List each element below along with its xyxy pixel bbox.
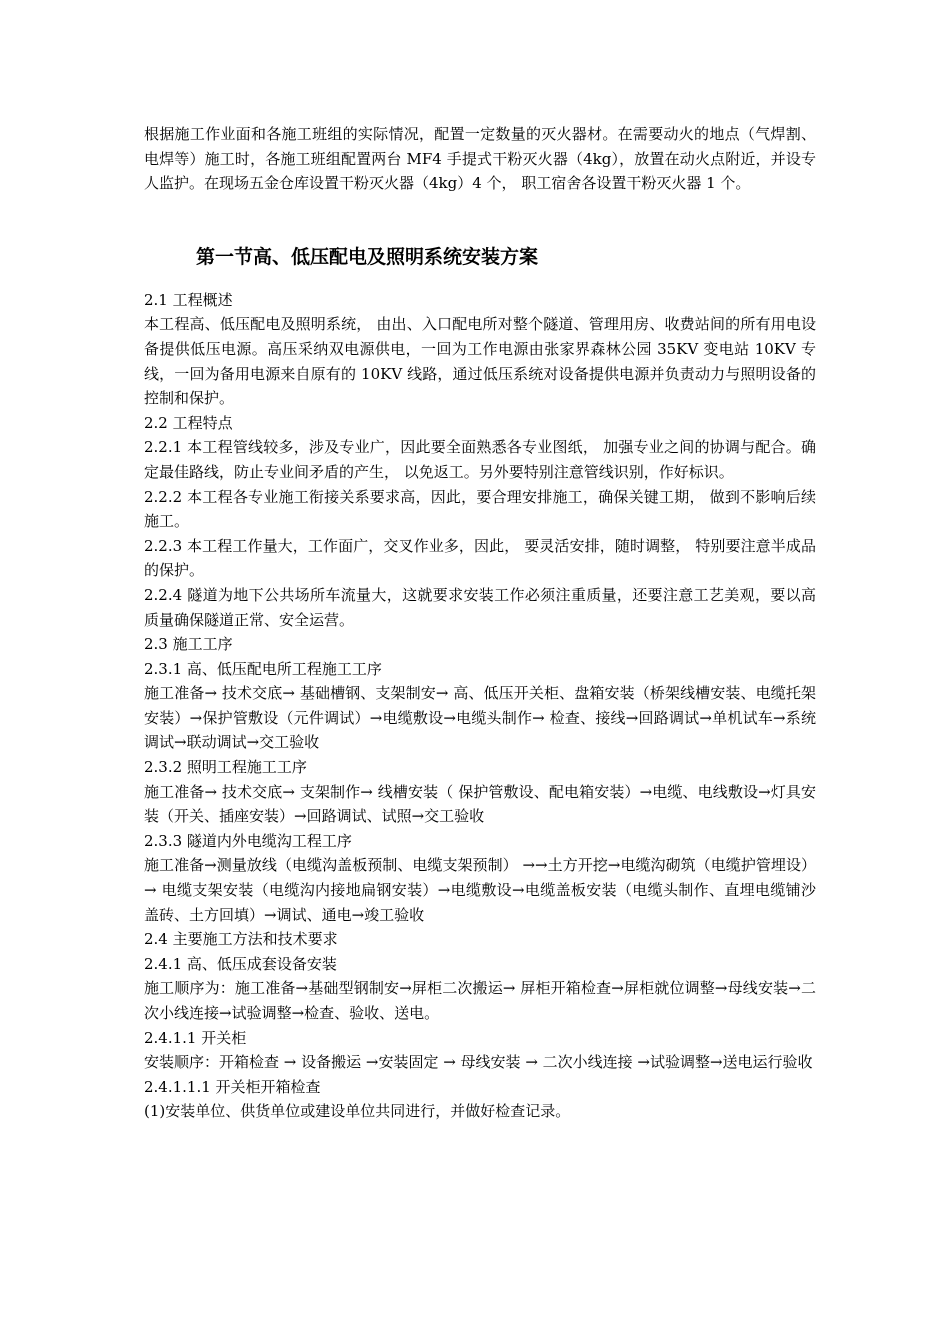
paragraph-2-4-1-1-1-item-1: (1)安装单位、供货单位或建设单位共同进行，并做好检查记录。 xyxy=(144,1102,571,1121)
paragraph-2-2-2: 2.2.2 本工程各专业施工衔接关系要求高，因此，要合理安排施工，确保关键工期， 做到不影响后续施工。 xyxy=(144,487,816,531)
intro-paragraph: 根据施工作业面和各施工班组的实际情况，配置一定数量的灭火器材。在需要动火的地点（气焊割、电焊等）施工时，各施工班组配置两台 MF4 手提式干粉灭火器（4kg），放置在动火点附近，并设专人监护。在现场五金仓库设置干粉灭火器（4kg）4 个， 职工宿舍各设置干粉灭火器 1 个。 xyxy=(144,125,816,193)
heading-2-4-1: 2.4.1 高、低压成套设备安装 xyxy=(144,954,337,973)
section-body xyxy=(144,288,816,1124)
heading-2-4: 2.4 主要施工方法和技术要求 xyxy=(144,930,338,949)
paragraph-2-2-3: 2.2.3 本工程工作量大，工作面广，交叉作业多，因此， 要灵活安排，随时调整， 特别要注意半成品的保护。 xyxy=(144,536,816,580)
heading-2-3-1: 2.3.1 高、低压配电所工程施工工序 xyxy=(144,659,382,678)
heading-2-3-2: 2.3.2 照明工程施工工序 xyxy=(144,758,307,777)
paragraph-2-3-1-sequence: 施工准备→ 技术交底→ 基础槽钢、支架制安→ 高、低压开关柜、盘箱安装（桥架线槽安装、电缆托架安装）→保护管敷设（元件调试）→电缆敷设→电缆头制作→ 检查、接线→回路调试→单机试车→系统调试→联动调试→交工验收 xyxy=(144,684,816,752)
paragraph-2-2-4: 2.2.4 隧道为地下公共场所车流量大，这就要求安装工作必须注重质量，还要注意工艺美观，要以高质量确保隧道正常、安全运营。 xyxy=(144,585,816,629)
paragraph-2-3-3-sequence: 施工准备→测量放线（电缆沟盖板预制、电缆支架预制） →→土方开挖→电缆沟砌筑（电缆护管埋设）→ 电缆支架安装（电缆沟内接地扁钢安装）→电缆敷设→电缆盖板安装（电缆头制作、直埋电缆铺沙盖砖、土方回填）→调试、通电→竣工验收 xyxy=(144,856,816,924)
heading-2-4-1-1-1: 2.4.1.1.1 开关柜开箱检查 xyxy=(144,1077,321,1096)
heading-2-3: 2.3 施工工序 xyxy=(144,635,233,654)
heading-2-3-3: 2.3.3 隧道内外电缆沟工程工序 xyxy=(144,831,352,850)
section-title: 第一节高、低压配电及照明系统安装方案 xyxy=(196,245,539,268)
heading-2-1: 2.1 工程概述 xyxy=(144,290,233,309)
heading-2-4-1-1: 2.4.1.1 开关柜 xyxy=(144,1028,247,1047)
paragraph-2-2-1: 2.2.1 本工程管线较多，涉及专业广，因此要全面熟悉各专业图纸， 加强专业之间的协调与配合。确定最佳路线，防止专业间矛盾的产生， 以免返工。另外要特别注意管线识别，作好标识。 xyxy=(144,438,816,481)
paragraph-2-3-2-sequence: 施工准备→ 技术交底→ 支架制作→ 线槽安装（ 保护管敷设、配电箱安装）→电缆、电线敷设→灯具安装（开关、插座安装）→回路调试、试照→交工验收 xyxy=(144,782,816,826)
document-page xyxy=(144,122,816,1124)
paragraph-overview: 本工程高、低压配电及照明系统， 由出、入口配电所对整个隧道、管理用房、收费站间的所有用电设备提供低压电源。高压采纳双电源供电，一回为工作电源由张家界森林公园 35KV 变电站 10KV 专线，一回为备用电源来自原有的 10KV 线路，通过低压系统对设备提供电源并负责动力与照明设备的控制和保护。 xyxy=(144,315,816,408)
heading-2-2: 2.2 工程特点 xyxy=(144,413,233,432)
paragraph-2-4-1-sequence: 施工顺序为：施工准备→基础型钢制安→屏柜二次搬运→ 屏柜开箱检查→屏柜就位调整→母线安装→二次小线连接→试验调整→检查、验收、送电。 xyxy=(144,979,816,1022)
paragraph-2-4-1-1-sequence: 安装顺序：开箱检查 → 设备搬运 →安装固定 → 母线安装 → 二次小线连接 →试验调整→送电运行验收 xyxy=(144,1053,813,1072)
